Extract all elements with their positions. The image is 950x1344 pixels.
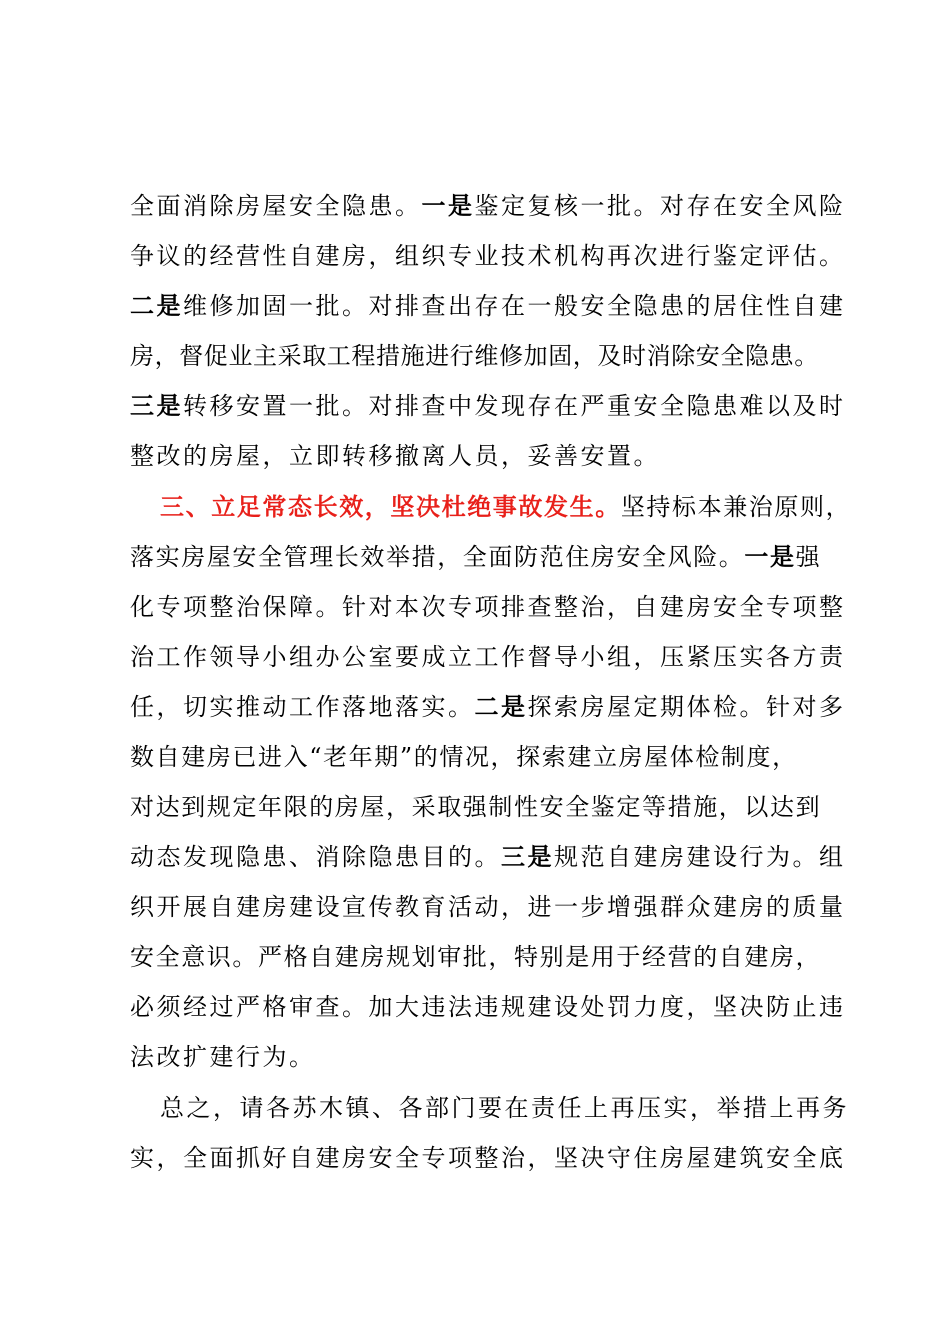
text-run: 维修加固一批。对排查出存在一般安全隐患的居住性自建: [183, 292, 846, 320]
section-heading: 三、立足常态长效，坚决杜绝事故发生。: [160, 492, 621, 521]
text-line: [130, 236, 846, 276]
text-line: [130, 1138, 846, 1178]
text-line: [130, 687, 846, 727]
section-heading-line: [160, 487, 852, 527]
text-line: [130, 737, 830, 777]
text-run: 必须经过严格审查。加大违法违规建设处罚力度，坚决防止违: [130, 993, 846, 1021]
text-run: 实，全面抓好自建房安全专项整治，坚决守住房屋建筑安全底: [130, 1144, 846, 1172]
text-line: [130, 436, 830, 476]
text-line: [130, 537, 830, 577]
text-run: 治工作领导小组办公室要成立工作督导小组，压紧压实各方责: [130, 643, 846, 671]
text-run: 鉴定复核一批。对存在安全风险: [474, 192, 846, 220]
text-run: 动态发现隐患、消除隐患目的。: [130, 843, 501, 871]
text-run: 强: [795, 543, 822, 571]
text-run: 对达到规定年限的房屋，采取强制性安全鉴定等措施，以达到: [130, 793, 822, 821]
bold-run: 三是: [130, 391, 183, 420]
text-run: 争议的经营性自建房，组织专业技术机构再次进行鉴定评估。: [130, 242, 846, 270]
text-line: [160, 1088, 849, 1128]
text-line: [130, 787, 830, 827]
text-line: [130, 587, 846, 627]
text-line: [130, 837, 846, 877]
text-run: 转移安置一批。对排查中发现存在严重安全隐患难以及时: [183, 392, 846, 420]
text-line: [130, 937, 830, 977]
text-run: 安全意识。严格自建房规划审批，特别是用于经营的自建房，: [130, 943, 822, 971]
bold-run: 一是: [744, 542, 796, 571]
text-run: 全面消除房屋安全隐患。: [130, 192, 422, 220]
text-run: 房，督促业主采取工程措施进行维修加固，及时消除安全隐患。: [130, 342, 819, 370]
bold-run: 三是: [501, 842, 554, 871]
text-run: 数自建房已进入“老年期”的情况，探索建立房屋体检制度，: [130, 743, 798, 771]
text-line: [130, 887, 846, 927]
text-run: 法改扩建行为。: [130, 1043, 316, 1071]
text-line: [130, 637, 846, 677]
text-run: 织开展自建房建设宣传教育活动，进一步增强群众建房的质量: [130, 893, 846, 921]
text-line: [130, 386, 846, 426]
text-run: 化专项整治保障。针对本次专项排查整治，自建房安全专项整: [130, 593, 846, 621]
text-line: [130, 286, 846, 326]
text-line: [130, 186, 846, 226]
bold-run: 二是: [474, 692, 528, 721]
text-run: 落实房屋安全管理长效举措，全面防范住房安全风险。: [130, 543, 745, 571]
text-run: 坚持标本兼治原则，: [620, 493, 852, 521]
text-run: 整改的房屋，立即转移撤离人员，妥善安置。: [130, 442, 660, 470]
text-line: [130, 1037, 830, 1077]
bold-run: 一是: [421, 191, 475, 220]
text-run: 任，切实推动工作落地落实。: [130, 693, 475, 721]
text-run: 总之，请各苏木镇、各部门要在责任上再压实，举措上再务: [160, 1094, 849, 1122]
text-line: [130, 336, 830, 376]
text-line: [130, 987, 846, 1027]
text-run: 探索房屋定期体检。针对多: [527, 693, 846, 721]
bold-run: 二是: [130, 291, 183, 320]
text-run: 规范自建房建设行为。组: [554, 843, 846, 871]
